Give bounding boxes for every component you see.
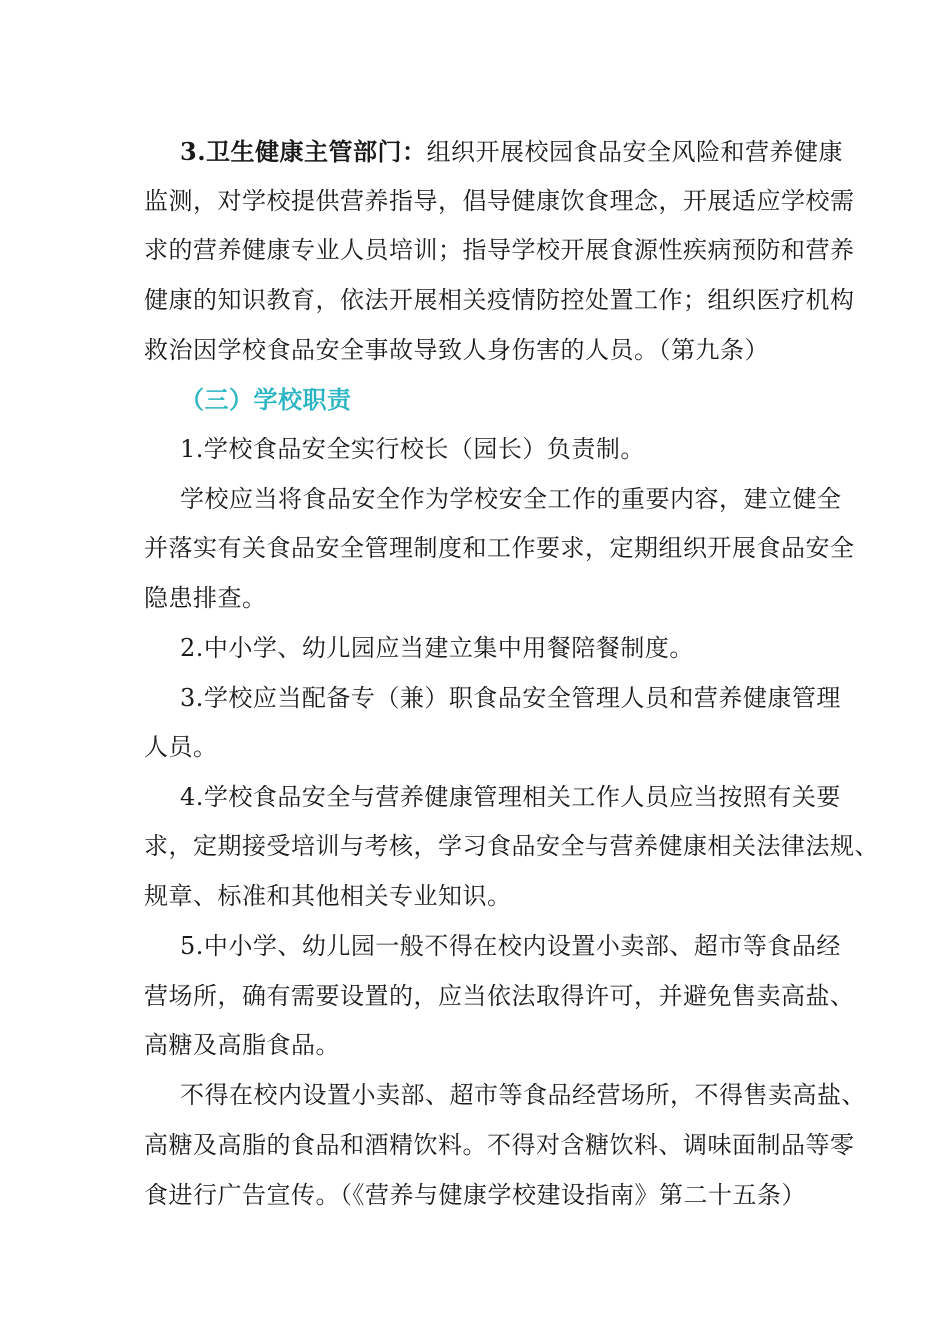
- para2-line2: 并落实有关食品安全管理制度和工作要求，定期组织开展食品安全: [144, 534, 855, 562]
- para1-line3: 求的营养健康专业人员培训；指导学校开展食源性疾病预防和营养: [144, 236, 855, 264]
- para1-text: 组织开展校园食品安全风险和营养健康: [426, 138, 844, 166]
- item3-line2: 人员。: [144, 733, 218, 761]
- para3-line2: 高糖及高脂的食品和酒精饮料。不得对含糖饮料、调味面制品等零: [144, 1131, 855, 1159]
- para3-line1: 不得在校内设置小卖部、超市等食品经营场所，不得售卖高盐、: [180, 1081, 866, 1109]
- para3-line3: 食进行广告宣传。（《营养与健康学校建设指南》第二十五条）: [144, 1181, 806, 1209]
- para1-line5: 救治因学校食品安全事故导致人身伤害的人员。（第九条）: [144, 336, 769, 364]
- para1-line1: [180, 137, 843, 167]
- para2-line3: 隐患排查。: [144, 584, 267, 612]
- item4-line2: 求，定期接受培训与考核，学习食品安全与营养健康相关法律法规、: [144, 832, 879, 860]
- para1-line4: 健康的知识教育，依法开展相关疫情防控处置工作；组织医疗机构: [144, 286, 855, 314]
- item5-line2: 营场所，确有需要设置的，应当依法取得许可，并避免售卖高盐、: [144, 982, 855, 1010]
- item5-line1: 5.中小学、幼儿园一般不得在校内设置小卖部、超市等食品经: [180, 932, 841, 960]
- item4-line3: 规章、标准和其他相关专业知识。: [144, 882, 512, 910]
- item4-line1: 4.学校食品安全与营养健康管理相关工作人员应当按照有关要: [180, 783, 841, 811]
- para1-line2: 监测，对学校提供营养指导，倡导健康饮食理念，开展适应学校需: [144, 187, 855, 215]
- section-heading: （三）学校职责: [180, 385, 352, 414]
- item3-line1: 3.学校应当配备专（兼）职食品安全管理人员和营养健康管理: [180, 684, 841, 712]
- item1: 1.学校食品安全实行校长（园长）负责制。: [180, 435, 645, 463]
- para2-line1: 学校应当将食品安全作为学校安全工作的重要内容，建立健全: [180, 485, 842, 513]
- item5-line3: 高糖及高脂食品。: [144, 1031, 340, 1059]
- para1-lead: 3.卫生健康主管部门：: [180, 137, 427, 166]
- item2: 2.中小学、幼儿园应当建立集中用餐陪餐制度。: [180, 634, 694, 662]
